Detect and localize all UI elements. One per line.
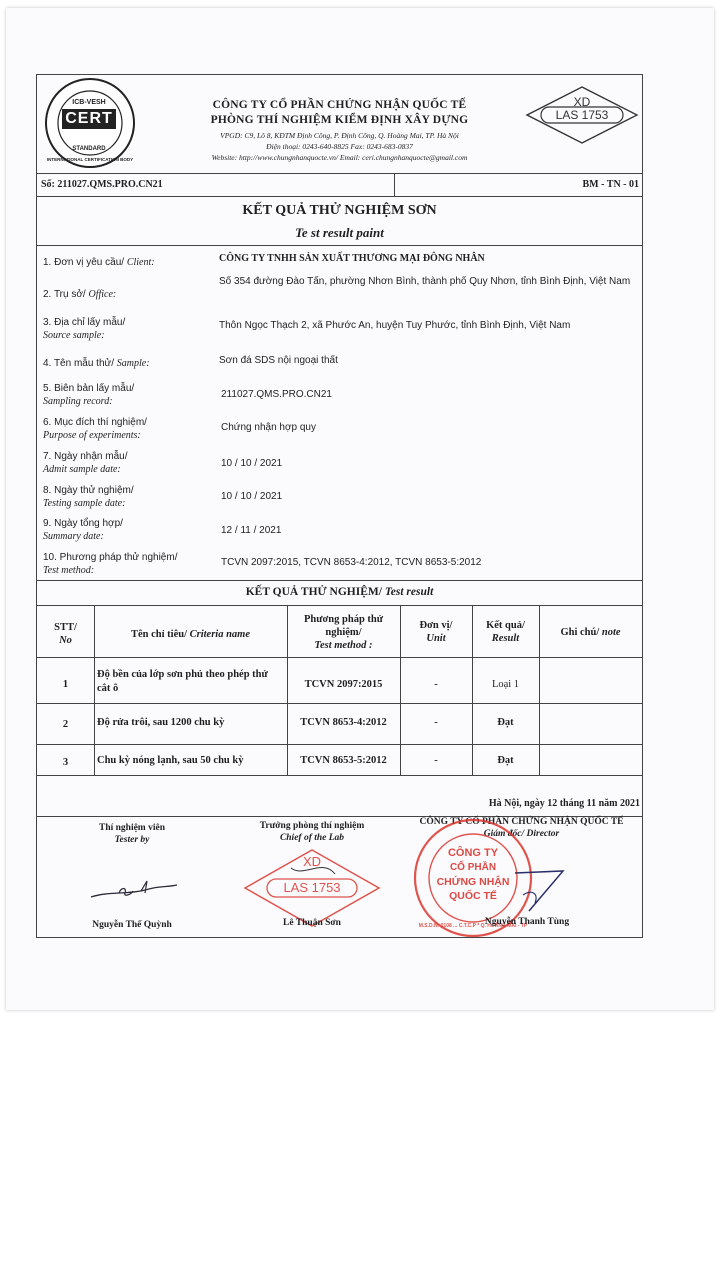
contact-website: Website: http://www.chungnhanquocte.vn/ Email: ceri.chungnhanquocte@gmail.com [211, 153, 468, 162]
field-record-label: 5. Biên bản lấy mẫu/ Sampling record: [43, 383, 135, 407]
form-code: BM - TN - 01 [582, 179, 639, 190]
stamp-line-4: QUỐC TẾ [449, 890, 497, 902]
row2-unit: - [434, 717, 438, 728]
row1-unit: - [434, 679, 438, 690]
th-result: Kết quả/ Result [486, 620, 525, 644]
field-office-label: 2. Trụ sở/ Office: [43, 289, 117, 300]
field-testing-label: 8. Ngày thử nghiệm/ Testing sample date: [43, 485, 134, 509]
las-logo-main: LAS 1753 [555, 108, 609, 122]
chief-name: Lê Thuận Sơn [283, 918, 341, 928]
company-name: CÔNG TY CỔ PHẦN CHỨNG NHẬN QUỐC TẾ [212, 99, 467, 111]
row1-criteria: Độ bền của lớp sơn phủ theo phép thử cắt ô [97, 669, 268, 694]
chief-stamp-top: XD [302, 854, 322, 869]
field-testing-value: 10 / 10 / 2021 [221, 491, 283, 502]
th-criteria: Tên chỉ tiêu/ Criteria name [130, 629, 251, 640]
field-client-label: 1. Đơn vị yêu cầu/ Client: [43, 257, 155, 268]
field-summary-value: 12 / 11 / 2021 [221, 525, 282, 536]
field-source-value: Thôn Ngọc Thạch 2, xã Phước An, huyện Tuy Phước, tỉnh Bình Định, Việt Nam [219, 320, 571, 331]
tester-name: Nguyễn Thế Quỳnh [92, 920, 172, 930]
field-source-label: 3. Địa chỉ lấy mẫu/ Source sample: [43, 317, 126, 341]
row2-result: Đạt [497, 717, 514, 728]
field-purpose-label: 6. Mục đích thí nghiệm/ Purpose of experiments: [43, 417, 147, 441]
field-sample-value: Sơn đá SDS nội ngoại thất [219, 355, 338, 366]
field-office-value: Số 354 đường Đào Tấn, phường Nhơn Bình, thành phố Quy Nhơn, tỉnh Bình Định, Việt Nam [219, 276, 631, 287]
signing-date: Hà Nội, ngày 12 tháng 11 năm 2021 [488, 798, 640, 809]
cert-logo-top: ICB-VESH [72, 99, 106, 106]
tester-signature [89, 877, 179, 903]
office-address: VPGD: C9, Lô 8, KĐTM Định Công, P. Định Công, Q. Hoàng Mai, TP. Hà Nội [220, 131, 459, 140]
las-logo-top: XD [573, 95, 591, 109]
field-admit-value: 10 / 10 / 2021 [221, 458, 283, 469]
field-admit-label: 7. Ngày nhận mẫu/ Admit sample date: [43, 451, 128, 475]
director-signature [509, 865, 569, 915]
row1-result: Loại 1 [491, 679, 520, 690]
field-purpose-value: Chứng nhận hợp quy [221, 422, 316, 433]
chief-stamp-main: LAS 1753 [283, 880, 341, 895]
stamp-ring-text: M.S.D.N: 0108 ... C.T.C.P * Q. HOÀNG MAI - TP [418, 923, 528, 929]
stamp-line-2: CỔ PHẦN [449, 862, 497, 873]
row2-criteria: Độ rửa trôi, sau 1200 chu kỳ [97, 717, 225, 728]
row3-result: Đạt [497, 755, 514, 766]
row3-criteria: Chu kỳ nóng lạnh, sau 50 chu kỳ [97, 755, 244, 766]
stamp-line-1: CÔNG TY [447, 847, 499, 859]
field-method-label: 10. Phương pháp thử nghiệm/ Test method: [43, 552, 178, 576]
results-title: KẾT QUẢ THỬ NGHIỆM/ Test result [245, 586, 434, 598]
th-unit: Đơn vị/ Unit [419, 620, 453, 644]
field-record-value: 211027.QMS.PRO.CN21 [221, 389, 332, 400]
field-summary-label: 9. Ngày tổng hợp/ Summary date: [43, 518, 123, 542]
field-sample-label: 4. Tên mẫu thử/ Sample: [43, 358, 150, 369]
test-report-document [36, 74, 643, 938]
field-method-value: TCVN 2097:2015, TCVN 8653-4:2012, TCVN 8653-5:2012 [221, 557, 482, 568]
director-name: Nguyễn Thanh Tùng [484, 917, 570, 927]
th-stt: STT/ No [54, 622, 77, 646]
cert-logo-main: CERT [62, 109, 116, 129]
th-method: Phương pháp thử nghiệm/ Test method : [303, 614, 384, 651]
row1-no: 1 [62, 679, 69, 690]
row2-no: 2 [62, 719, 69, 730]
cert-logo-bottom: STANDARD [72, 146, 106, 152]
stamp-line-3: CHỨNG NHẬN [436, 876, 510, 888]
report-number: Số: 211027.QMS.PRO.CN21 [41, 179, 163, 190]
row3-unit: - [434, 755, 438, 766]
contact-phone: Điện thoại: 0243-640-8825 Fax: 0243-683-0837 [266, 142, 413, 151]
chief-role: Trưởng phòng thí nghiệm Chief of the Lab [259, 821, 365, 843]
tester-role: Thí nghiệm viên Tester by [99, 823, 165, 845]
report-subtitle: Te st result paint [295, 225, 384, 240]
lab-name: PHÒNG THÍ NGHIỆM KIỂM ĐỊNH XÂY DỰNG [210, 114, 469, 126]
row3-method: TCVN 8653-5:2012 [300, 755, 387, 766]
row3-no: 3 [62, 757, 69, 768]
director-role: CÔNG TY CỔ PHẦN CHỨNG NHẬN QUỐC TẾ Giám đốc/ Director [419, 817, 624, 839]
field-client-value: CÔNG TY TNHH SẢN XUẤT THƯƠNG MẠI ĐÔNG NHÂN [219, 253, 485, 264]
report-title: KẾT QUẢ THỬ NGHIỆM SƠN [242, 203, 437, 218]
th-note: Ghi chú/ note [560, 627, 621, 638]
cert-logo-ring-text: INTERNATIONAL CERTIFICATION BODY [46, 157, 134, 162]
row1-method: TCVN 2097:2015 [304, 679, 383, 690]
row2-method: TCVN 8653-4:2012 [300, 717, 387, 728]
